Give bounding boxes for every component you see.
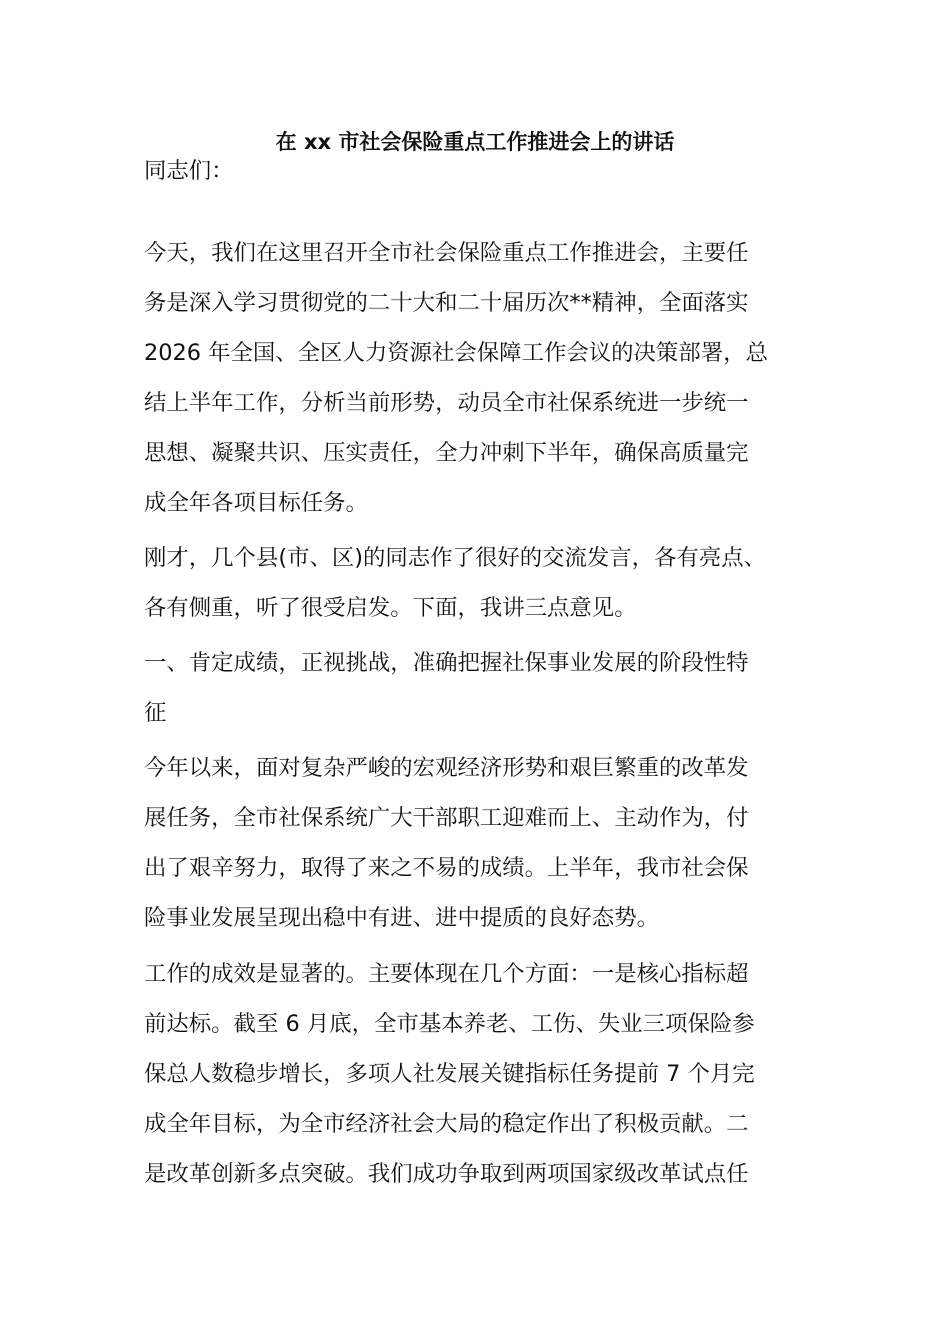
text-line: 保总人数稳步增长，多项人社发展关键指标任务提前 7 个月完 — [144, 1061, 755, 1087]
text-line: 展任务，全市社保系统广大干部职工迎难而上、主动作为，付 — [144, 805, 749, 831]
text-line: 2026 年全国、全区人力资源社会保障工作会议的决策部署，总 — [144, 340, 768, 366]
text-line: 是改革创新多点突破。我们成功争取到两项国家级改革试点任 — [144, 1161, 749, 1187]
salutation: 同志们： — [144, 158, 234, 184]
text-line: 险事业发展呈现出稳中有进、进中提质的良好态势。 — [144, 905, 659, 931]
text-line: 成全年目标，为全市经济社会大局的稳定作出了积极贡献。二 — [144, 1111, 749, 1137]
text-line: 思想、凝聚共识、压实责任，全力冲刺下半年，确保高质量完 — [144, 440, 749, 466]
text-line: 各有侧重，听了很受启发。下面，我讲三点意见。 — [144, 595, 637, 621]
text-line: 结上半年工作，分析当前形势，动员全市社保系统进一步统一 — [144, 390, 749, 416]
section-heading-1-cont: 征 — [144, 700, 167, 726]
document-title: 在 xx 市社会保险重点工作推进会上的讲话 — [275, 130, 675, 154]
text-line: 务是深入学习贯彻党的二十大和二十届历次**精神，全面落实 — [144, 290, 749, 316]
text-line: 今年以来，面对复杂严峻的宏观经济形势和艰巨繁重的改革发 — [144, 755, 749, 781]
text-line: 成全年各项目标任务。 — [144, 490, 368, 516]
text-line: 工作的成效是显著的。主要体现在几个方面：一是核心指标超 — [144, 961, 749, 987]
text-line: 刚才，几个县(市、区)的同志作了很好的交流发言，各有亮点、 — [144, 545, 767, 571]
text-line: 今天，我们在这里召开全市社会保险重点工作推进会，主要任 — [144, 240, 749, 266]
section-heading-1: 一、肯定成绩，正视挑战，准确把握社保事业发展的阶段性特 — [144, 650, 749, 676]
text-line: 前达标。截至 6 月底，全市基本养老、工伤、失业三项保险参 — [144, 1011, 755, 1037]
text-line: 出了艰辛努力，取得了来之不易的成绩。上半年，我市社会保 — [144, 855, 749, 881]
